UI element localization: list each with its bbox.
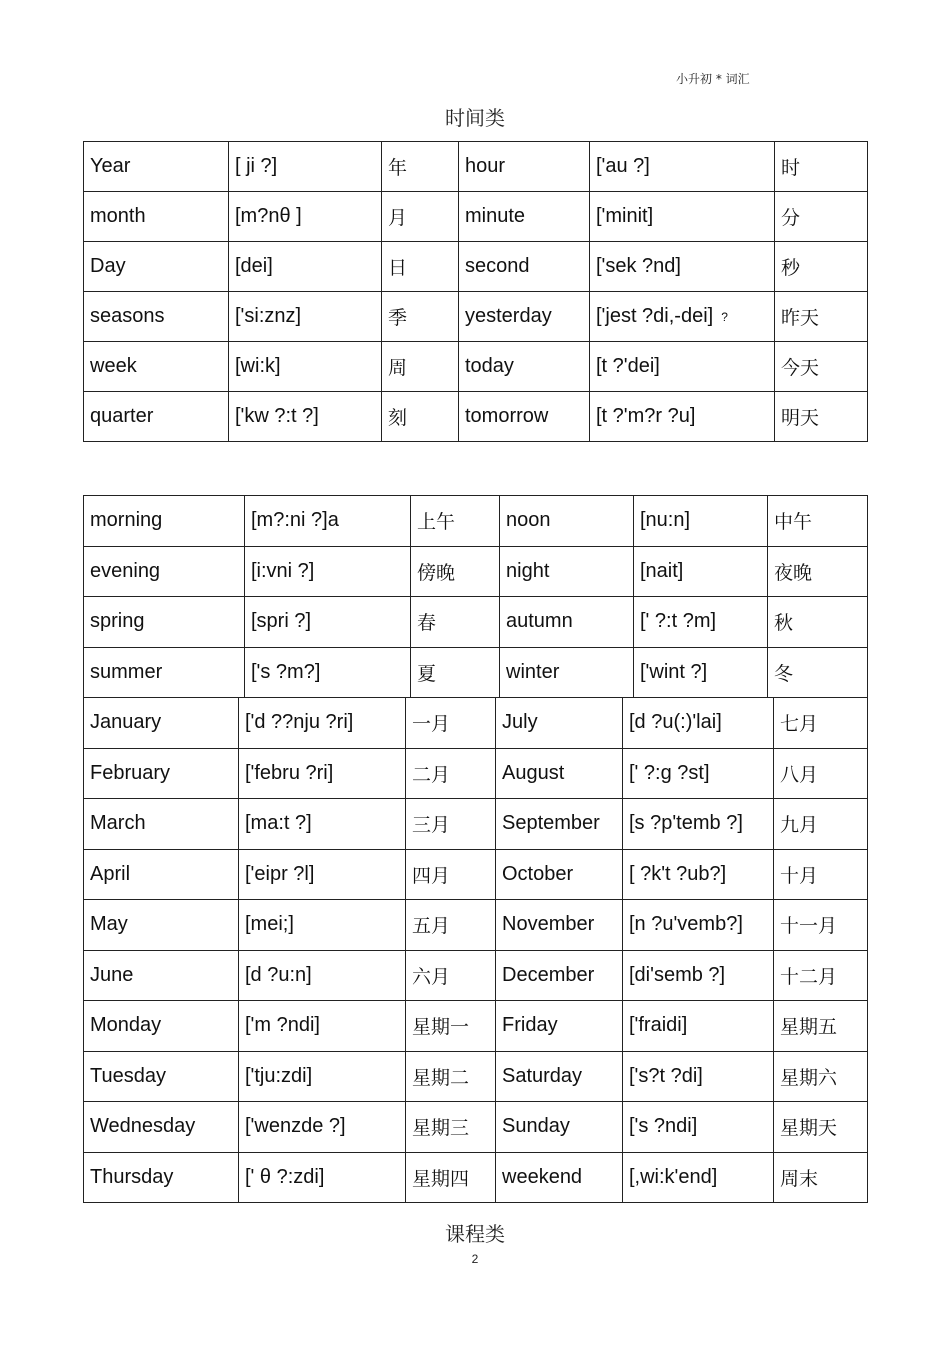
english-word: winter	[506, 660, 560, 683]
chinese-meaning: 秒	[781, 257, 801, 279]
phonetic: ['minit]	[596, 205, 654, 227]
english-word-cell	[84, 647, 245, 698]
english-word-cell	[84, 950, 239, 1001]
table-row	[84, 1001, 868, 1052]
chinese-meaning-cell	[768, 496, 868, 547]
chinese-meaning-cell	[406, 950, 496, 1001]
table-body	[84, 698, 868, 1203]
chinese-meaning: 冬	[774, 662, 794, 685]
phonetic: ['tju:zdi]	[245, 1064, 313, 1087]
phonetic: [dei]	[235, 255, 273, 277]
english-word-cell	[459, 392, 590, 442]
english-word-cell	[496, 799, 623, 850]
phonetic-cell	[623, 950, 774, 1001]
phonetic: ['wenzde ?]	[245, 1115, 346, 1138]
chinese-meaning: 星期二	[412, 1066, 470, 1089]
phonetic-cell	[229, 142, 382, 192]
phonetic: [mei;]	[245, 913, 294, 936]
phonetic: ['si:znz]	[235, 305, 302, 327]
chinese-meaning: 夏	[417, 662, 437, 685]
chinese-meaning-cell	[768, 546, 868, 597]
phonetic: [spri ?]	[251, 610, 312, 633]
section-title-course: 课程类	[445, 1222, 505, 1246]
chinese-meaning: 星期六	[780, 1066, 838, 1089]
phonetic-cell	[634, 546, 768, 597]
chinese-meaning: 九月	[780, 814, 819, 837]
english-word-cell	[84, 900, 239, 951]
english-word-cell	[84, 242, 229, 292]
english-word-cell	[84, 1152, 239, 1203]
english-word: April	[90, 862, 131, 885]
phonetic-cell	[239, 1152, 406, 1203]
chinese-meaning: 星期五	[780, 1016, 838, 1039]
english-word: Day	[90, 255, 126, 277]
phonetic: ['jest ?di,-dei]	[596, 305, 714, 327]
chinese-meaning: 三月	[412, 814, 451, 837]
english-word: yesterday	[465, 305, 552, 327]
phonetic-cell	[590, 392, 775, 442]
english-word: Thursday	[90, 1165, 174, 1188]
phonetic: [nait]	[640, 559, 684, 582]
table-row	[84, 242, 868, 292]
chinese-meaning: 季	[388, 307, 408, 329]
phonetic-cell	[245, 597, 411, 648]
chinese-meaning-cell	[406, 1051, 496, 1102]
phonetic-cell	[623, 1152, 774, 1203]
english-word-cell	[84, 292, 229, 342]
stray-mark: ?	[721, 309, 728, 324]
chinese-meaning-cell	[406, 799, 496, 850]
english-word: Wednesday	[90, 1115, 196, 1138]
phonetic-cell	[229, 292, 382, 342]
chinese-meaning: 星期天	[780, 1117, 838, 1140]
chinese-meaning-cell	[775, 342, 868, 392]
english-word: weekend	[502, 1165, 583, 1188]
phonetic: ['febru ?ri]	[245, 761, 334, 784]
english-word-cell	[84, 597, 245, 648]
english-word-cell	[84, 496, 245, 547]
english-word-cell	[500, 647, 634, 698]
phonetic: [d ?u:n]	[245, 963, 312, 986]
english-word-cell	[84, 799, 239, 850]
table-body	[84, 496, 868, 698]
english-word-cell	[496, 1152, 623, 1203]
chinese-meaning-cell	[382, 142, 459, 192]
phonetic: [' θ ?:zdi]	[245, 1165, 325, 1188]
phonetic: [d ?u(:)'lai]	[629, 711, 722, 734]
phonetic: [wi:k]	[235, 355, 281, 377]
phonetic-cell	[239, 1001, 406, 1052]
english-word: second	[465, 255, 530, 277]
phonetic-cell	[590, 192, 775, 242]
chinese-meaning: 傍晚	[417, 561, 456, 584]
chinese-meaning-cell	[406, 698, 496, 749]
phonetic: ['d ??nju ?ri]	[245, 711, 354, 734]
chinese-meaning-cell	[411, 647, 500, 698]
chinese-meaning-cell	[774, 950, 868, 1001]
phonetic-cell	[623, 1001, 774, 1052]
english-word: month	[90, 205, 146, 227]
chinese-meaning-cell	[775, 292, 868, 342]
chinese-meaning-cell	[382, 192, 459, 242]
english-word-cell	[496, 900, 623, 951]
chinese-meaning: 秋	[774, 612, 794, 635]
chinese-meaning-cell	[774, 1001, 868, 1052]
phonetic: [n ?u'vemb?]	[629, 913, 743, 936]
english-word-cell	[500, 546, 634, 597]
table-row	[84, 192, 868, 242]
phonetic-cell	[623, 748, 774, 799]
phonetic: [ma:t ?]	[245, 812, 312, 835]
phonetic-cell	[634, 647, 768, 698]
chinese-meaning: 上午	[417, 511, 456, 534]
phonetic: [ ji ?]	[235, 155, 278, 177]
english-word-cell	[84, 546, 245, 597]
table-row	[84, 546, 868, 597]
phonetic: [t ?'m?r ?u]	[596, 405, 696, 427]
english-word: Saturday	[502, 1064, 583, 1087]
phonetic-cell	[634, 597, 768, 648]
phonetic: [m?nθ ]	[235, 205, 302, 227]
phonetic: [t ?'dei]	[596, 355, 660, 377]
table-row	[84, 292, 868, 342]
chinese-meaning: 五月	[412, 915, 451, 938]
chinese-meaning: 春	[417, 612, 437, 635]
english-word-cell	[84, 1051, 239, 1102]
english-word-cell	[496, 1051, 623, 1102]
chinese-meaning-cell	[382, 242, 459, 292]
chinese-meaning-cell	[382, 392, 459, 442]
english-word: minute	[465, 205, 526, 227]
phonetic: [,wi:k'end]	[629, 1165, 718, 1188]
table-row	[84, 849, 868, 900]
chinese-meaning-cell	[382, 292, 459, 342]
phonetic: [s ?p'temb ?]	[629, 812, 743, 835]
chinese-meaning-cell	[774, 849, 868, 900]
english-word: evening	[90, 559, 161, 582]
chinese-meaning: 夜晚	[774, 561, 813, 584]
english-word: December	[502, 963, 595, 986]
chinese-meaning: 十月	[780, 864, 819, 887]
phonetic: ['fraidi]	[629, 1014, 688, 1037]
chinese-meaning-cell	[406, 900, 496, 951]
chinese-meaning-cell	[774, 698, 868, 749]
chinese-meaning-cell	[774, 1051, 868, 1102]
chinese-meaning: 星期四	[412, 1167, 470, 1190]
english-word-cell	[84, 698, 239, 749]
phonetic: ['s ?ndi]	[629, 1115, 698, 1138]
table-row	[84, 799, 868, 850]
chinese-meaning-cell	[774, 1102, 868, 1153]
english-word-cell	[459, 142, 590, 192]
chinese-meaning: 星期一	[412, 1016, 470, 1039]
phonetic-cell	[590, 142, 775, 192]
phonetic-cell	[623, 1102, 774, 1153]
english-word: today	[465, 355, 514, 377]
english-word-cell	[459, 292, 590, 342]
phonetic-cell	[229, 342, 382, 392]
english-word: quarter	[90, 405, 154, 427]
english-word-cell	[500, 597, 634, 648]
phonetic-cell	[239, 1051, 406, 1102]
english-word: Friday	[502, 1014, 558, 1037]
english-word: September	[502, 812, 600, 835]
phonetic-cell	[239, 698, 406, 749]
phonetic-cell	[229, 242, 382, 292]
table-row	[84, 900, 868, 951]
chinese-meaning-cell	[775, 142, 868, 192]
phonetic-cell	[590, 292, 775, 342]
english-word: night	[506, 559, 550, 582]
section-title-time: 时间类	[445, 106, 505, 130]
english-word: morning	[90, 509, 163, 532]
english-word: August	[502, 761, 565, 784]
phonetic-cell	[623, 698, 774, 749]
english-word: June	[90, 963, 134, 986]
chinese-meaning: 十二月	[780, 965, 838, 988]
english-word: Monday	[90, 1014, 162, 1037]
phonetic-cell	[623, 849, 774, 900]
english-word-cell	[84, 392, 229, 442]
chinese-meaning: 日	[388, 257, 408, 279]
english-word: autumn	[506, 610, 573, 633]
chinese-meaning-cell	[774, 900, 868, 951]
chinese-meaning-cell	[406, 748, 496, 799]
phonetic-cell	[239, 900, 406, 951]
english-word-cell	[459, 242, 590, 292]
english-word-cell	[84, 1102, 239, 1153]
page-number: 2	[471, 1252, 479, 1266]
phonetic: [ ?k't ?ub?]	[629, 862, 727, 885]
chinese-meaning-cell	[406, 849, 496, 900]
table-row	[84, 1051, 868, 1102]
table-row	[84, 698, 868, 749]
phonetic-cell	[623, 900, 774, 951]
chinese-meaning-cell	[406, 1001, 496, 1052]
english-word: week	[90, 355, 137, 377]
table-row	[84, 142, 868, 192]
chinese-meaning: 明天	[781, 407, 820, 429]
chinese-meaning: 周末	[780, 1167, 819, 1190]
chinese-meaning: 年	[388, 157, 408, 179]
phonetic: ['s?t ?di]	[629, 1064, 703, 1087]
phonetic: ['m ?ndi]	[245, 1014, 320, 1037]
phonetic-cell	[623, 1051, 774, 1102]
english-word: seasons	[90, 305, 165, 327]
phonetic-cell	[239, 1102, 406, 1153]
phonetic-cell	[634, 496, 768, 547]
english-word: February	[90, 761, 171, 784]
chinese-meaning: 七月	[780, 713, 819, 736]
chinese-meaning-cell	[768, 647, 868, 698]
chinese-meaning: 一月	[412, 713, 451, 736]
chinese-meaning: 今天	[781, 357, 820, 379]
english-word: May	[90, 913, 128, 936]
table-row	[84, 392, 868, 442]
phonetic-cell	[239, 849, 406, 900]
english-word: Tuesday	[90, 1064, 166, 1087]
phonetic: [i:vni ?]	[251, 559, 315, 582]
phonetic-cell	[229, 192, 382, 242]
english-word-cell	[84, 342, 229, 392]
phonetic-cell	[239, 748, 406, 799]
chinese-meaning-cell	[406, 1102, 496, 1153]
english-word-cell	[496, 748, 623, 799]
time-vocab-table	[83, 141, 868, 442]
english-word-cell	[84, 849, 239, 900]
phonetic: ['s ?m?]	[251, 660, 321, 683]
chinese-meaning: 月	[388, 207, 408, 229]
chinese-meaning-cell	[775, 242, 868, 292]
table-row	[84, 342, 868, 392]
chinese-meaning: 六月	[412, 965, 451, 988]
english-word: July	[502, 711, 538, 734]
chinese-meaning: 分	[781, 207, 801, 229]
english-word: Year	[90, 155, 131, 177]
phonetic-cell	[590, 342, 775, 392]
phonetic: [' ?:g ?st]	[629, 761, 710, 784]
phonetic-cell	[229, 392, 382, 442]
phonetic-cell	[623, 799, 774, 850]
english-word: tomorrow	[465, 405, 549, 427]
phonetic: [m?:ni ?]a	[251, 509, 339, 532]
phonetic: ['au ?]	[596, 155, 650, 177]
chinese-meaning: 周	[388, 357, 408, 379]
table-body	[84, 142, 868, 442]
chinese-meaning: 刻	[388, 407, 408, 429]
chinese-meaning-cell	[411, 546, 500, 597]
english-word: March	[90, 812, 146, 835]
phonetic-cell	[590, 242, 775, 292]
chinese-meaning-cell	[768, 597, 868, 648]
chinese-meaning-cell	[774, 1152, 868, 1203]
table-row	[84, 1102, 868, 1153]
phonetic-cell	[239, 950, 406, 1001]
phonetic-cell	[245, 546, 411, 597]
table-row	[84, 496, 868, 547]
english-word-cell	[459, 192, 590, 242]
chinese-meaning: 四月	[412, 864, 451, 887]
table-row	[84, 748, 868, 799]
phonetic: ['kw ?:t ?]	[235, 405, 319, 427]
table-row	[84, 1152, 868, 1203]
english-word-cell	[496, 849, 623, 900]
table-row	[84, 647, 868, 698]
chinese-meaning: 昨天	[781, 307, 820, 329]
phonetic: [nu:n]	[640, 509, 691, 532]
english-word: October	[502, 862, 574, 885]
english-word-cell	[496, 698, 623, 749]
chinese-meaning: 八月	[780, 763, 819, 786]
chinese-meaning-cell	[406, 1152, 496, 1203]
english-word-cell	[84, 748, 239, 799]
phonetic: [di'semb ?]	[629, 963, 726, 986]
english-word-cell	[459, 342, 590, 392]
english-word-cell	[84, 142, 229, 192]
phonetic: ['wint ?]	[640, 660, 708, 683]
english-word: Sunday	[502, 1115, 570, 1138]
chinese-meaning-cell	[775, 392, 868, 442]
chinese-meaning-cell	[774, 748, 868, 799]
english-word: spring	[90, 610, 145, 633]
english-word-cell	[496, 1001, 623, 1052]
chinese-meaning: 星期三	[412, 1117, 470, 1140]
english-word-cell	[500, 496, 634, 547]
table-row	[84, 597, 868, 648]
phonetic: ['eipr ?l]	[245, 862, 315, 885]
phonetic-cell	[245, 647, 411, 698]
english-word-cell	[496, 1102, 623, 1153]
english-word: noon	[506, 509, 551, 532]
chinese-meaning: 十一月	[780, 915, 838, 938]
english-word-cell	[84, 1001, 239, 1052]
chinese-meaning-cell	[411, 496, 500, 547]
chinese-meaning-cell	[775, 192, 868, 242]
chinese-meaning: 中午	[774, 511, 813, 534]
english-word: November	[502, 913, 595, 936]
phonetic: ['sek ?nd]	[596, 255, 681, 277]
phonetic-cell	[239, 799, 406, 850]
chinese-meaning-cell	[382, 342, 459, 392]
english-word: summer	[90, 660, 163, 683]
chinese-meaning-cell	[411, 597, 500, 648]
chinese-meaning: 二月	[412, 763, 451, 786]
day-season-vocab-table	[83, 495, 868, 698]
month-weekday-vocab-table	[83, 697, 868, 1203]
phonetic: [' ?:t ?m]	[640, 610, 717, 633]
english-word: hour	[465, 155, 506, 177]
english-word-cell	[84, 192, 229, 242]
phonetic-cell	[245, 496, 411, 547]
table-row	[84, 950, 868, 1001]
english-word: January	[90, 711, 162, 734]
chinese-meaning-cell	[774, 799, 868, 850]
chinese-meaning: 时	[781, 157, 801, 179]
header-title: 小升初 * 词汇	[676, 72, 750, 86]
english-word-cell	[496, 950, 623, 1001]
